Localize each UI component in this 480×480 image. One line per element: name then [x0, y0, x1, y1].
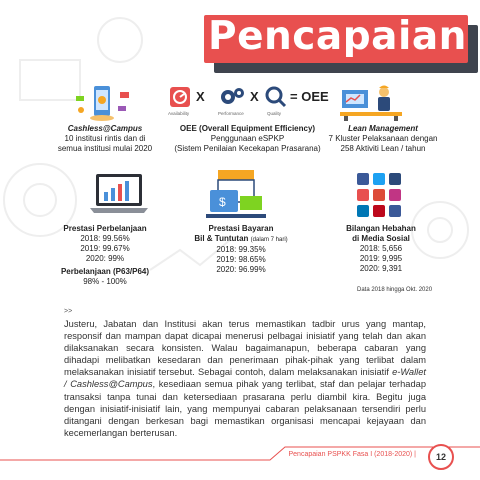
data-note: Data 2018 hingga Okt. 2020	[357, 287, 433, 293]
card-oee	[150, 124, 345, 154]
card-line: 2018: 99.56%	[80, 234, 130, 243]
card-line: 2020: 99%	[85, 254, 125, 263]
card-lean	[318, 124, 448, 154]
paragraph-part-2: , kesediaan semua pihak yang terlibat, staf dan pelajar terhadap transaksi tanpa tunai dan ketersediaan prasarana perlu diambil kira. Begitu juga dengan inisiatif-inisiatif lain, yang mempunyai cabaran pelaksanaan tersendiri perlu ditangani dengan berkesan bagi memastikan organisasi mencapai kejayaan dan kecemerlangan berterusan.	[64, 379, 426, 438]
card-heading: Lean Management	[348, 124, 418, 133]
card-bayaran	[176, 224, 306, 275]
card-heading: Cashless@Campus	[67, 124, 143, 133]
card-line: 258 Aktiviti Lean / tahun	[340, 144, 426, 153]
card-media-sosial	[316, 224, 446, 274]
card-line: 2020: 96.99%	[216, 265, 266, 274]
arrows-marker: >>	[64, 308, 73, 315]
card-heading-note: (dalam 7 hari)	[250, 237, 288, 243]
social-media-icons	[356, 172, 402, 218]
times-symbol-2: X	[250, 89, 259, 104]
card-line: 7 Kluster Pelaksanaan dengan	[328, 134, 438, 143]
card-line: 2020: 9,391	[359, 264, 403, 273]
card-line: 2018: 5,656	[359, 244, 403, 253]
quality-label: Quality	[267, 111, 282, 116]
card-heading-2: Perbelanjaan (P63/P64)	[60, 267, 150, 276]
card-heading-b: Bil & Tuntutan	[194, 234, 249, 243]
card-line: 2019: 99.67%	[80, 244, 130, 253]
card-line: 2019: 9,995	[359, 254, 403, 263]
smartphone-payment-icon	[72, 84, 132, 122]
card-heading: Prestasi Bayaran	[208, 224, 274, 233]
calendar-payment-icon	[204, 168, 268, 220]
card-line: 10 institusi rintis dan di	[64, 134, 146, 143]
card-heading-line2	[176, 234, 306, 245]
card-line: semua institusi mulai 2020	[57, 144, 153, 153]
availability-label: Availability	[168, 111, 190, 116]
equals-oee: = OEE	[290, 89, 329, 104]
times-symbol-1: X	[196, 89, 205, 104]
card-line: 98% - 100%	[83, 277, 127, 286]
card-line: 2018: 99.35%	[216, 245, 266, 254]
paragraph-italic: e-Wallet / Cashless@Campus	[64, 367, 426, 390]
body-paragraph	[64, 318, 426, 439]
laptop-chart-icon	[90, 172, 148, 218]
card-line: (Sistem Penilaian Kecekapan Prasarana)	[174, 144, 321, 153]
page-title: Pencapaian	[208, 14, 467, 59]
footer-text: Pencapaian PSPKK Fasa I (2018-2020) |	[288, 451, 416, 458]
card-heading-line2: di Media Sosial	[352, 234, 410, 243]
factory-worker-icon	[338, 80, 404, 122]
performance-label: Performance	[218, 111, 244, 116]
svg-text:$: $	[219, 195, 226, 209]
card-line: 2019: 98.65%	[216, 255, 266, 264]
page-number: 12	[428, 444, 454, 470]
card-heading: Bilangan Hebahan	[346, 224, 416, 233]
paragraph-part-1: Justeru, Jabatan dan Institusi akan terus memastikan tadbir urus yang mantap, responsif dan mampan dapat dicapai menerusi pelbagai inisiatif yang telah dan akan dilaksanakan secara konsisten. Walau bagaimanapun, beberapa cabaran yang dihadapi melibatkan kesedaran dan penerimaan pihak-pihak yang terlibat dalam melaksanakan inisiatif tersebut. Sebagai contoh, dalam melaksanakan inisiatif	[64, 319, 426, 378]
card-line: Penggunaan eSPKP	[210, 134, 285, 143]
card-heading: Prestasi Perbelanjaan	[63, 224, 147, 233]
card-perbelanjaan	[40, 224, 170, 287]
card-heading: OEE (Overall Equipment Efficiency)	[179, 124, 316, 133]
oee-formula-icon	[168, 84, 328, 120]
